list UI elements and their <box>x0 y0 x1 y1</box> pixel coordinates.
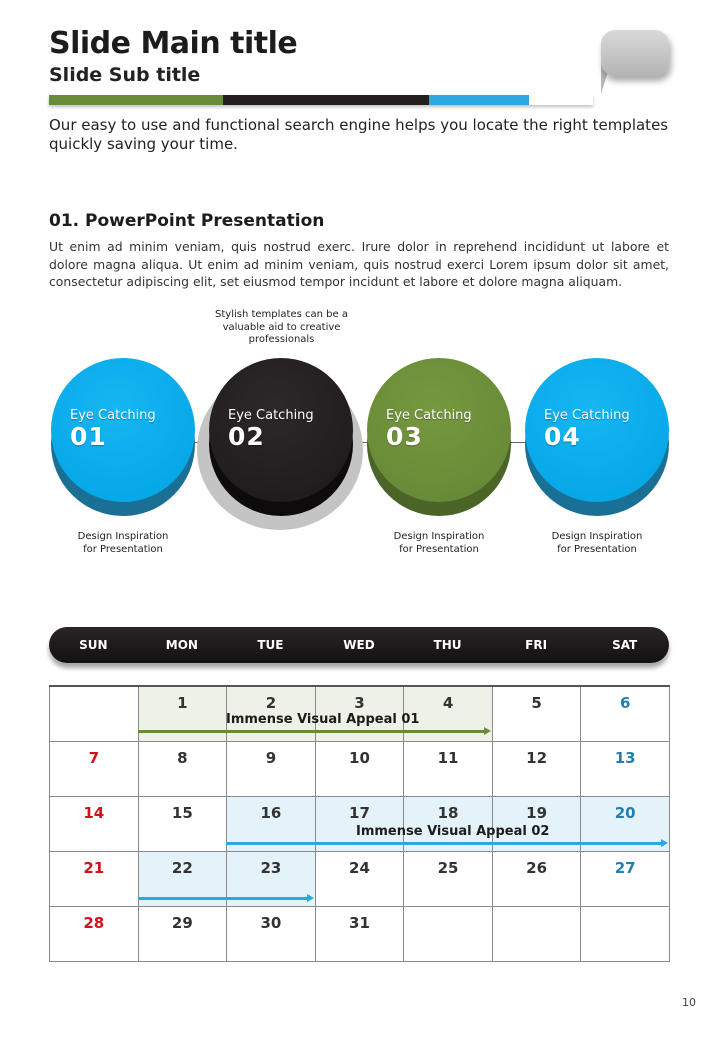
color-bar-black <box>223 95 429 105</box>
calendar-cell: 5 <box>492 686 581 741</box>
calendar-cell: 28 <box>50 906 139 961</box>
weekday-thu: THU <box>433 638 462 652</box>
circle-03-note: Design Inspiration for Presentation <box>393 531 485 555</box>
color-bar-white <box>529 95 593 105</box>
calendar-cell: 29 <box>138 906 227 961</box>
intro-text: Our easy to use and functional search engine helps you locate the right templates quickly saving your time. <box>49 116 669 153</box>
calendar-cell: 2 <box>227 686 316 741</box>
section-body: Ut enim ad minim veniam, quis nostrud exerc. Irure dolor in reprehend incididunt ut labore et dolore magna aliqua. Ut enim ad minim veniam, quis nostrud exerci Lorem ipsum dolor sit amet, consectetur adipiscing elit, set eiusmod tempor incidunt et labore et dolore magna aliquam. <box>49 239 669 290</box>
calendar-week-2 <box>50 741 670 796</box>
calendar-cell: 15 <box>138 796 227 851</box>
calendar-cell: 24 <box>315 851 404 906</box>
slide-subtitle: Slide Sub title <box>49 64 201 86</box>
calendar-cell: 16 <box>227 796 316 851</box>
calendar-cell: 21 <box>50 851 139 906</box>
page-number: 10 <box>682 996 696 1009</box>
weekday-wed: WED <box>343 638 375 652</box>
circle-03-number: 03 <box>386 422 423 451</box>
calendar-cell: 6 <box>581 686 670 741</box>
calendar-cell: 25 <box>404 851 493 906</box>
circle-02 <box>209 358 353 518</box>
calendar-cell: 18 <box>404 796 493 851</box>
event-02-arrow <box>226 842 663 845</box>
weekday-mon: MON <box>165 638 198 652</box>
calendar-cell: 8 <box>138 741 227 796</box>
weekday-header-bar <box>49 627 669 663</box>
circle-02-number: 02 <box>228 422 265 451</box>
weekday-sun: SUN <box>79 638 108 652</box>
circle-03-label: Eye Catching <box>386 408 472 423</box>
event-01-arrow <box>138 730 486 733</box>
calendar-cell: 20 <box>581 796 670 851</box>
circle-01-label: Eye Catching <box>70 408 156 423</box>
calendar-week-5 <box>50 906 670 961</box>
calendar-cell: 26 <box>492 851 581 906</box>
weekday-fri: FRI <box>525 638 548 652</box>
circle-04-label: Eye Catching <box>544 408 630 423</box>
calendar-cell: 13 <box>581 741 670 796</box>
section-title: 01. PowerPoint Presentation <box>49 211 325 231</box>
calendar-cell: 14 <box>50 796 139 851</box>
event-01-label: Immense Visual Appeal 01 <box>226 712 420 727</box>
calendar-cell: 4 <box>404 686 493 741</box>
circle-03 <box>367 358 511 518</box>
calendar-cell: 3 <box>315 686 404 741</box>
calendar-cell: 9 <box>227 741 316 796</box>
circle-04 <box>525 358 669 518</box>
calendar-cell: 30 <box>227 906 316 961</box>
calendar-cell: 19 <box>492 796 581 851</box>
calendar-cell: 17 <box>315 796 404 851</box>
circle-02-note: Stylish templates can be a valuable aid to creative professionals <box>215 309 348 345</box>
calendar-cell: 11 <box>404 741 493 796</box>
weekday-sat: SAT <box>612 638 638 652</box>
event-02-label: Immense Visual Appeal 02 <box>356 824 550 839</box>
circle-01-note: Design Inspiration for Presentation <box>77 531 169 555</box>
slide-main-title: Slide Main title <box>49 26 298 61</box>
calendar-cell: 31 <box>315 906 404 961</box>
calendar-cell: 22 <box>138 851 227 906</box>
circle-01 <box>51 358 195 518</box>
calendar-cell: 12 <box>492 741 581 796</box>
calendar-cell: 10 <box>315 741 404 796</box>
speech-bubble-icon <box>601 30 669 76</box>
calendar-cell: 1 <box>138 686 227 741</box>
calendar-cell: 7 <box>50 741 139 796</box>
calendar-cell <box>404 906 493 961</box>
calendar-cell <box>581 906 670 961</box>
color-bar-blue <box>429 95 529 105</box>
calendar-cell <box>492 906 581 961</box>
calendar-cell: 27 <box>581 851 670 906</box>
weekday-tue: TUE <box>257 638 284 652</box>
circle-04-number: 04 <box>544 422 581 451</box>
color-bar <box>49 95 593 105</box>
calendar-cell: 23 <box>227 851 316 906</box>
circle-04-note: Design Inspiration for Presentation <box>551 531 643 555</box>
calendar-cell <box>50 686 139 741</box>
circle-01-number: 01 <box>70 422 107 451</box>
circle-02-label: Eye Catching <box>228 408 314 423</box>
event-02-arrow-continued <box>138 897 309 900</box>
color-bar-green <box>49 95 223 105</box>
